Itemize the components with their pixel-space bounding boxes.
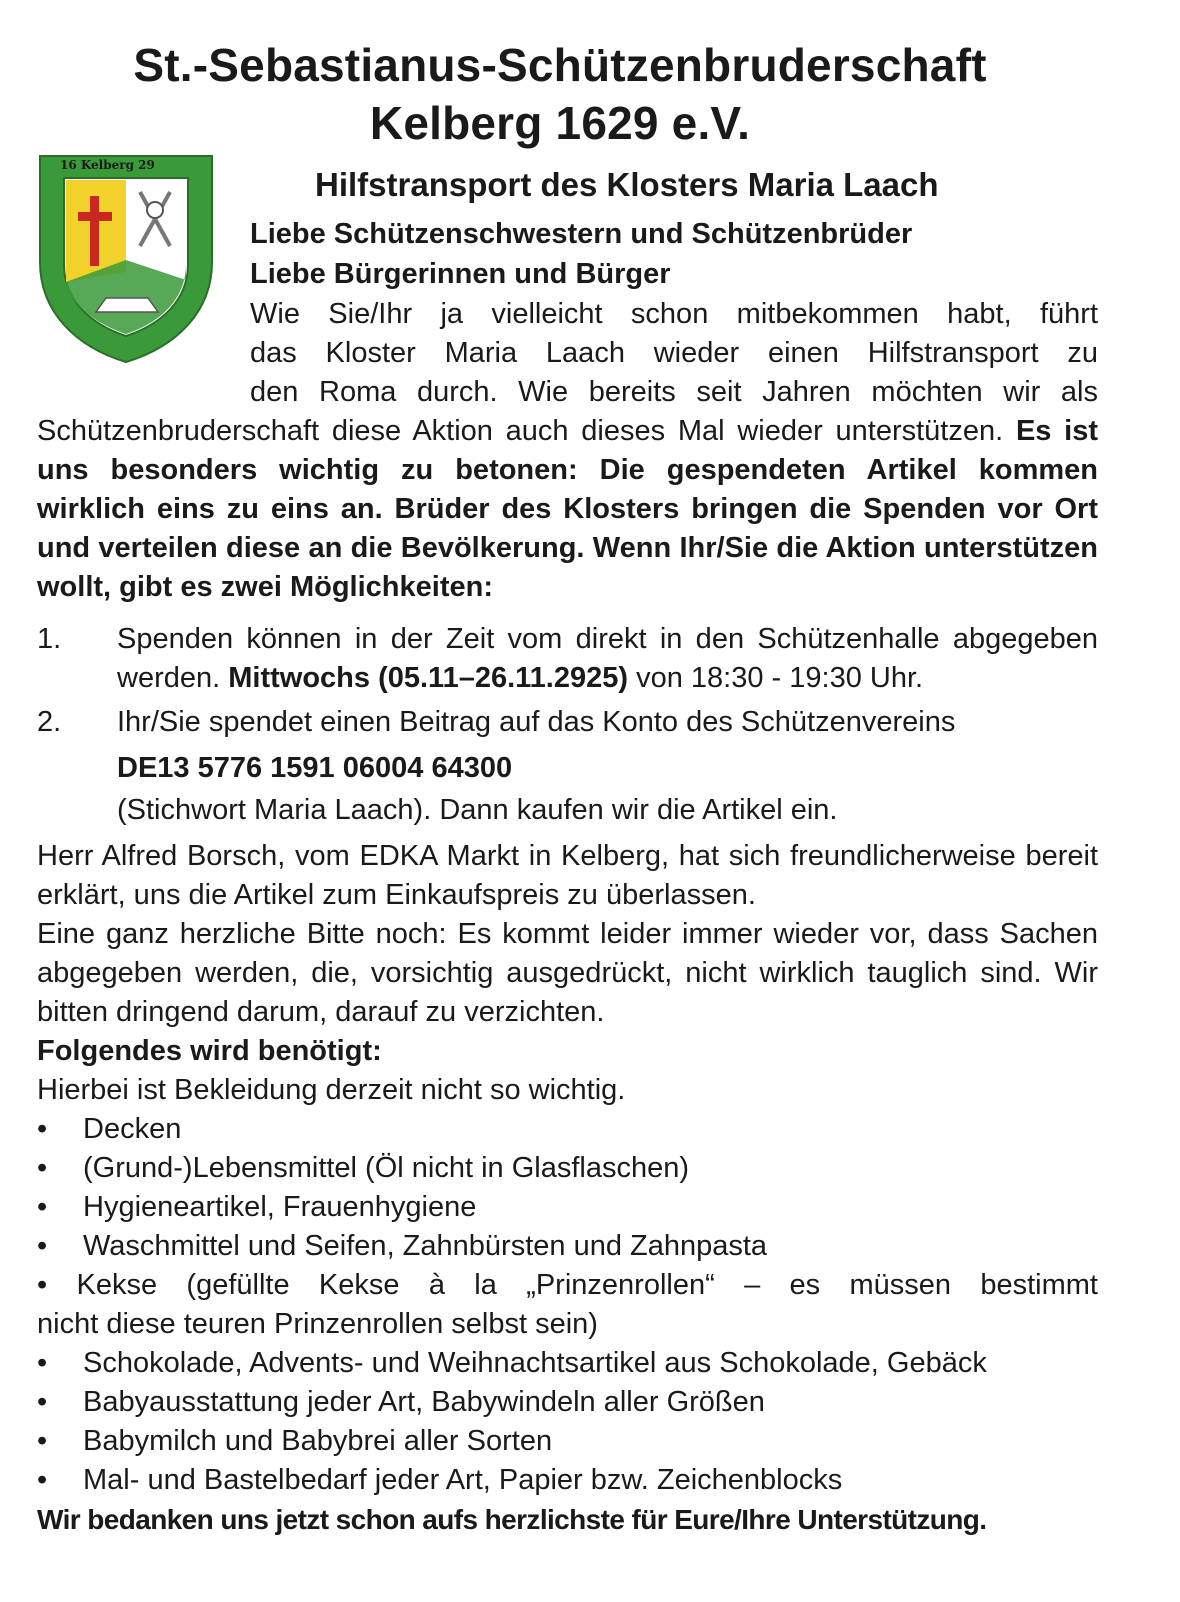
- bullet: •: [37, 1425, 48, 1457]
- kekse-line-1: [37, 1266, 1098, 1305]
- intro-line-3: den Roma durch. Wie bereits seit Jahren möchten wir als: [250, 376, 1098, 408]
- option-2-note: (Stichwort Maria Laach). Dann kaufen wir die Artikel ein.: [117, 794, 838, 826]
- bullet: •: [37, 1464, 48, 1496]
- bullet: •: [37, 1152, 48, 1184]
- list-item: [37, 1188, 1098, 1227]
- bullet: •: [37, 1269, 48, 1301]
- list-item: [37, 1461, 1098, 1500]
- bullet: •: [37, 1230, 48, 1262]
- list-item: [37, 1110, 1098, 1149]
- iban: DE13 5776 1591 06004 64300: [117, 752, 513, 784]
- option-number: 1.: [37, 623, 62, 655]
- intro-plain-text: Schützenbruderschaft diese Aktion auch dieses Mal wieder unterstützen.: [37, 415, 1004, 447]
- club-crest-logo: [36, 152, 216, 367]
- intro-bold-text: Es ist uns besonders wichtig zu betonen: Die gespendeten Artikel kommen wirklich eins zu eins an. Brüder des Klosters bringen die Spenden vor Ort und verteilen diese an die Bevölkerung. Wenn Ihr/Sie die Aktion unterstützen wollt, gibt es zwei Möglichkeiten:: [37, 415, 1098, 603]
- list-item-text: Decken: [83, 1113, 182, 1145]
- list-item: [37, 1422, 1098, 1461]
- option-1-dates: Mittwochs (05.11–26.11.2925): [228, 662, 629, 694]
- bullet: •: [37, 1386, 48, 1418]
- page-title-line2: Kelberg 1629 e.V.: [369, 97, 751, 149]
- intro-line-1: Wie Sie/Ihr ja vielleicht schon mitbekommen habt, führt: [250, 298, 1098, 330]
- list-item-text: Babymilch und Babybrei aller Sorten: [83, 1425, 553, 1457]
- list-item-text: Waschmittel und Seifen, Zahnbürsten und Zahnpasta: [83, 1230, 768, 1262]
- needed-note: Hierbei ist Bekleidung derzeit nicht so wichtig.: [37, 1074, 626, 1106]
- intro-line-2: das Kloster Maria Laach wieder einen Hilfstransport zu: [250, 337, 1098, 369]
- needed-list-2: [37, 1344, 1098, 1504]
- list-item: [37, 1149, 1098, 1188]
- needed-list: [37, 1110, 1098, 1270]
- bullet: •: [37, 1191, 48, 1223]
- edka-paragraph: Herr Alfred Borsch, vom EDKA Markt in Kelberg, hat sich freundlicherweise bereit erklärt, uns die Artikel zum Einkaufspreis zu überlassen.: [37, 840, 1098, 911]
- bullet: •: [37, 1113, 48, 1145]
- needed-heading: Folgendes wird benötigt:: [37, 1035, 382, 1067]
- option-number: 2.: [37, 706, 62, 738]
- list-item-text: Mal- und Bastelbedarf jeder Art, Papier bzw. Zeichenblocks: [83, 1464, 843, 1496]
- option-1-text-before: Spenden können in der Zeit vom direkt in den Schützenhalle abgegeben werden.: [117, 623, 1098, 694]
- kekse-line-2: nicht diese teuren Prinzenrollen selbst sein): [37, 1308, 598, 1340]
- page-title: St.-Sebastianus-Schützenbruderschaft: [133, 39, 987, 91]
- kekse-text-1: Kekse (gefüllte Kekse à la „Prinzenrollen“ – es müssen bestimmt: [76, 1269, 1098, 1301]
- list-item-text: Schokolade, Advents- und Weihnachtsartikel aus Schokolade, Gebäck: [83, 1347, 987, 1379]
- salutation-citizens: Liebe Bürgerinnen und Bürger: [250, 258, 671, 290]
- list-item-text: (Grund-)Lebensmittel (Öl nicht in Glasflaschen): [83, 1152, 690, 1184]
- list-item-text: Hygieneartikel, Frauenhygiene: [83, 1191, 477, 1223]
- salutation-members: Liebe Schützenschwestern und Schützenbrüder: [250, 218, 913, 250]
- subtitle: Hilfstransport des Klosters Maria Laach: [315, 166, 939, 203]
- option-2-text: Ihr/Sie spendet einen Beitrag auf das Konto des Schützenvereins: [117, 706, 956, 738]
- option-1: [37, 620, 1098, 700]
- list-item: [37, 1383, 1098, 1422]
- crest-top-text: 16 Kelberg 29: [60, 158, 155, 172]
- request-paragraph: Eine ganz herzliche Bitte noch: Es kommt leider immer wieder vor, dass Sachen abgegeben werden, die, vorsichtig ausgedrückt, nicht wirklich tauglich sind. Wir bitten dringend darum, darauf zu verzichten.: [37, 918, 1098, 1028]
- intro-paragraph: [37, 412, 1098, 607]
- list-item: [37, 1227, 1098, 1266]
- option-1-times: von 18:30 - 19:30 Uhr.: [636, 662, 924, 694]
- closing-text: Wir bedanken uns jetzt schon aufs herzlichste für Eure/Ihre Unterstützung.: [37, 1504, 987, 1535]
- list-item: [37, 1344, 1098, 1383]
- bullet: •: [37, 1347, 48, 1379]
- list-item-kekse: [37, 1266, 1098, 1344]
- option-2: [37, 703, 1098, 826]
- option-text: [117, 620, 1098, 698]
- list-item-text: Babyausstattung jeder Art, Babywindeln aller Größen: [83, 1386, 765, 1418]
